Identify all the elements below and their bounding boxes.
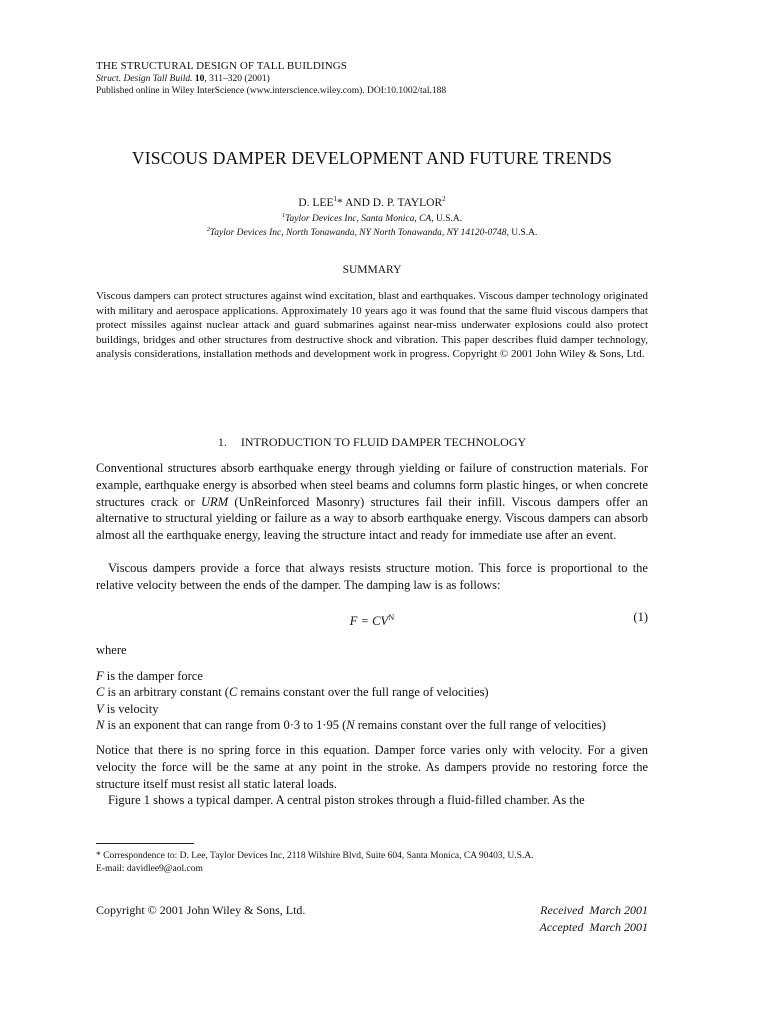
definition-symbol-inline: C <box>228 685 238 700</box>
equation-formula <box>96 609 648 629</box>
definition-symbol: V <box>96 701 104 716</box>
footnote-correspondence: * Correspondence to: D. Lee, Taylor Devices Inc, 2118 Wilshire Blvd, Suite 604, Santa Monica, CA 90403, U.S.A. <box>96 851 534 861</box>
corresponding-star: * <box>336 196 343 209</box>
definition-text: is velocity <box>103 701 159 716</box>
section-title: INTRODUCTION TO FLUID DAMPER TECHNOLOGY <box>240 435 527 449</box>
affiliation-1-mark: 1 <box>281 212 286 219</box>
author-separator: AND <box>342 196 373 209</box>
footnote-email: E-mail: davidlee9@aol.com <box>96 863 203 874</box>
affiliation-2-mark: 2 <box>206 226 210 233</box>
journal-pages-year: , 311–320 (2001) <box>204 73 270 84</box>
journal-header <box>96 60 656 98</box>
paragraph-3: Notice that there is no spring force in this equation. Damper force varies only with velocity. For a given velocity the force will be the same at any point in the stroke. As dampers provide no restoring force the structure itself must resist all static lateral loads. <box>96 743 648 791</box>
journal-volume: 10 <box>194 73 205 84</box>
section-1-heading <box>96 435 648 450</box>
author-1-affil-mark: 1 <box>333 195 337 203</box>
affiliation-1-name: Taylor Devices Inc, Santa Monica, CA <box>285 214 432 225</box>
definition-item <box>96 717 656 733</box>
equation-lhs: F = CV <box>349 614 389 629</box>
urm-term: URM <box>201 494 229 509</box>
definition-symbol-inline: N <box>346 718 355 733</box>
definition-text: is an exponent that can range from 0·3 to 1·95 ( <box>104 718 347 733</box>
abstract-text: Viscous dampers can protect structures against wind excitation, blast and earthquakes. Viscous damper technology originated with military and aerospace applications. Approximately 10 years ago it was found that the same fluid viscous dampers that protect missiles against nuclear attack and guard submarines against near-miss underwater explosions could also protect buildings, bridges and other structures from destructive shock and vibration. This paper describes fluid damper technology, analysis considerations, installation methods and development work in progress. Copyright © 2001 John Wiley & Sons, Ltd. <box>96 290 648 361</box>
affiliation-2-country: , U.S.A. <box>506 228 538 239</box>
paragraph-1 <box>96 460 648 544</box>
paper-title: VISCOUS DAMPER DEVELOPMENT AND FUTURE TRENDS <box>131 148 613 168</box>
journal-abbrev: Struct. Design Tall Build. <box>96 73 193 84</box>
affiliation-1-country: , U.S.A. <box>431 214 463 225</box>
equation-exponent: N <box>388 612 395 622</box>
accepted-date: Accepted March 2001 <box>539 919 648 934</box>
affiliation-2-name: Taylor Devices Inc, North Tonawanda, NY North Tonawanda, NY 14120-0748 <box>209 228 507 239</box>
summary-heading: SUMMARY <box>342 264 402 276</box>
paragraph-4: Figure 1 shows a typical damper. A central piston strokes through a fluid-filled chamber. As the <box>108 793 585 807</box>
definition-item <box>96 701 656 717</box>
definition-text: is an arbitrary constant ( <box>104 685 229 700</box>
definition-text-tail: remains constant over the full range of velocities) <box>354 718 606 733</box>
definition-symbol: F <box>96 669 104 683</box>
paragraph-2: Viscous dampers provide a force that always resists structure motion. This force is proportional to the relative velocity between the ends of the damper. The damping law is as follows: <box>96 561 648 592</box>
definition-text: is the damper force <box>103 669 203 683</box>
section-number: 1. <box>217 435 227 449</box>
author-line <box>96 195 648 209</box>
footnote <box>96 850 656 875</box>
journal-name: THE STRUCTURAL DESIGN OF TALL BUILDINGS <box>96 60 348 72</box>
author-2: D. P. TAYLOR <box>372 196 443 209</box>
definition-item <box>96 684 656 700</box>
definition-item <box>96 668 656 684</box>
definition-symbol: N <box>96 718 105 733</box>
author-2-affil-mark: 2 <box>442 195 446 203</box>
paragraph-1-part-a: Conventional structures absorb earthquake energy through yielding or failure of construction materials. For example, earthquake energy is absorbed when steel beams and columns form plastic hinges, or when concrete structures crack or <box>96 461 648 509</box>
copyright-notice: Copyright © 2001 John Wiley & Sons, Ltd. <box>96 903 306 917</box>
definition-symbol: C <box>96 685 105 700</box>
published-online: Published online in Wiley InterScience (www.interscience.wiley.com). DOI:10.1002/tal.188 <box>96 86 447 96</box>
journal-citation <box>96 73 656 86</box>
footnote-divider <box>96 843 194 844</box>
where-label: where <box>96 643 127 657</box>
definition-text-tail: remains constant over the full range of velocities) <box>237 685 489 700</box>
manuscript-dates <box>96 902 648 935</box>
paragraph-1-part-b: (UnReinforced Masonry) structures fail their infill. Viscous dampers offer an alternative to structural yielding or failure as a way to absorb earthquake energy. Viscous dampers can absorb almost all the earthquake energy, leaving the structure intact and ready for immediate use after an event. <box>96 494 648 543</box>
affiliation-1 <box>96 212 648 224</box>
received-date: Received March 2001 <box>540 903 648 917</box>
equation-number: (1) <box>633 610 648 624</box>
definition-list <box>96 668 656 734</box>
author-1: D. LEE <box>298 196 334 209</box>
affiliation-2 <box>96 226 648 238</box>
